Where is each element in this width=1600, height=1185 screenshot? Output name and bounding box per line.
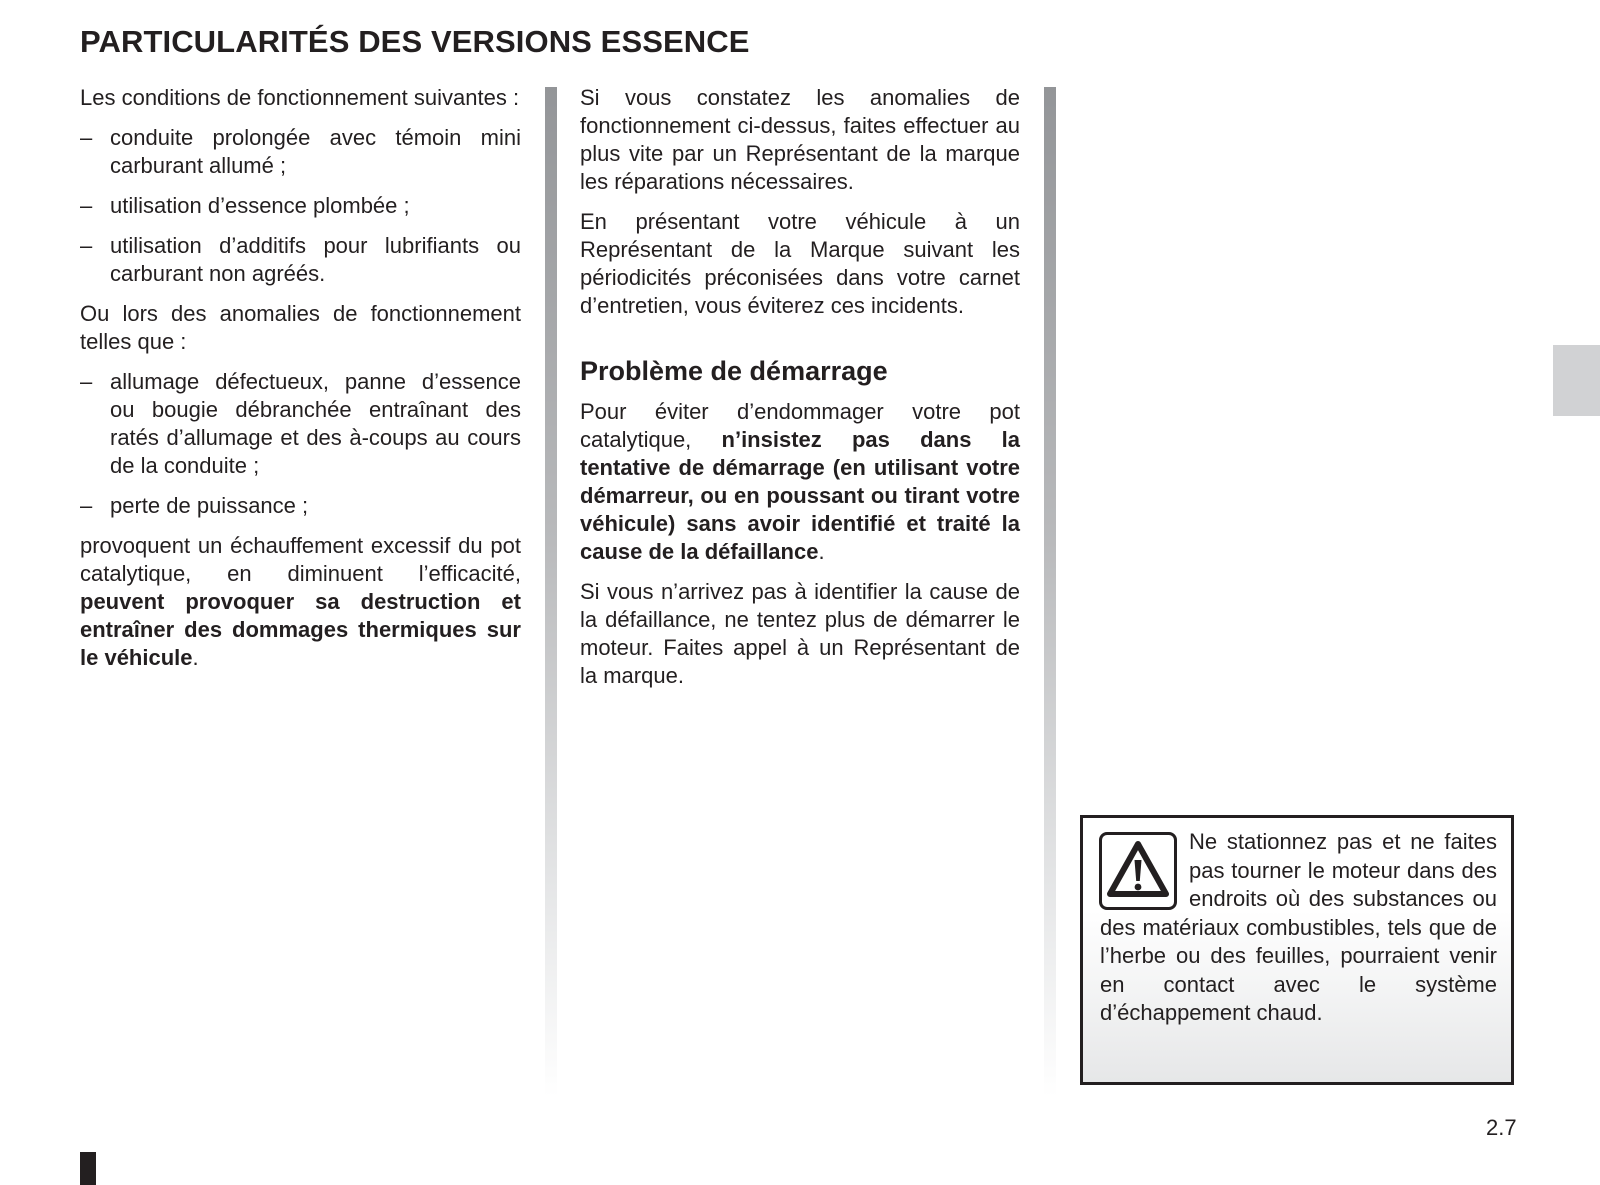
- page-title: PARTICULARITÉS DES VERSIONS ESSENCE: [80, 24, 750, 59]
- starting-bold: n’insistez pas dans la tentative de démarrage (en utilisant votre démarreur, ou en poussant ou tirant votre véhicule) sans avoir identifié et traité la cause de la défaillance: [580, 427, 1021, 564]
- list-item-text: allumage défectueux, panne d’essence ou bougie débranchée entraînant des ratés d’allumage et des à-coups au cours de la conduite ;: [110, 369, 521, 478]
- consequence-paragraph: [80, 532, 521, 672]
- list-item-text: utilisation d’additifs pour lubrifiants ou carburant non agréés.: [110, 233, 521, 286]
- warning-box: [1080, 815, 1514, 1085]
- dash-bullet: –: [80, 193, 93, 218]
- corner-mark: [80, 1152, 96, 1185]
- list-item: [80, 124, 521, 180]
- conditions-intro: Les conditions de fonctionnement suivantes :: [80, 85, 520, 110]
- list-item: [80, 192, 521, 220]
- starting-end: .: [818, 539, 825, 564]
- list-item-text: conduite prolongée avec témoin mini carburant allumé ;: [110, 125, 521, 178]
- anomalies-list: [80, 368, 521, 520]
- list-item: [80, 232, 521, 288]
- list-item: [80, 368, 521, 480]
- chapter-tab: [1553, 345, 1600, 416]
- starting-problem-paragraph: [580, 398, 1020, 566]
- dash-bullet: –: [80, 369, 93, 394]
- warning-triangle-icon: [1099, 832, 1177, 910]
- consequence-text: provoquent un échauffement excessif du pot catalytique, en diminuent l’efficacité,: [80, 533, 521, 586]
- conditions-list: [80, 124, 521, 288]
- column-divider-left: [545, 87, 557, 1097]
- column-left: [80, 84, 521, 684]
- consequence-bold: peuvent provoquer sa destruction et entraîner des dommages thermiques sur le véhicule: [80, 589, 521, 670]
- anomalies-advice-paragraph: Si vous constatez les anomalies de fonctionnement ci-dessus, faites effectuer au plus vite par un Représentant de la marque les réparations nécessaires.: [580, 85, 1020, 194]
- list-item-text: utilisation d’essence plombée ;: [110, 193, 410, 218]
- consequence-end: .: [192, 645, 199, 670]
- section-title: Problème de démarrage: [580, 356, 888, 386]
- list-item-text: perte de puissance ;: [110, 493, 309, 518]
- warning-text: Ne stationnez pas et ne faites pas tourner le moteur dans des endroits où des substances ou des matériaux combustibles, tels que de l’herbe ou des feuilles, pourraient venir en contact avec le système d’échappement chaud.: [1100, 829, 1497, 1025]
- identify-cause-paragraph: Si vous n’arrivez pas à identifier la cause de la défaillance, ne tentez plus de démarrer le moteur. Faites appel à un Représentant de la marque.: [580, 579, 1020, 688]
- dash-bullet: –: [80, 233, 93, 258]
- starting-text: Pour éviter d’endommager votre pot catalytique,: [580, 399, 1020, 452]
- column-middle: [580, 84, 1020, 702]
- dash-bullet: –: [80, 493, 93, 518]
- anomalies-intro: Ou lors des anomalies de fonctionnement telles que :: [80, 301, 521, 354]
- maintenance-paragraph: En présentant votre véhicule à un Représentant de la Marque suivant les périodicités préconisées dans votre carnet d’entretien, vous éviterez ces incidents.: [580, 209, 1020, 318]
- page-number: 2.7: [1486, 1115, 1517, 1140]
- column-divider-right: [1044, 87, 1056, 1097]
- dash-bullet: –: [80, 125, 93, 150]
- list-item: [80, 492, 521, 520]
